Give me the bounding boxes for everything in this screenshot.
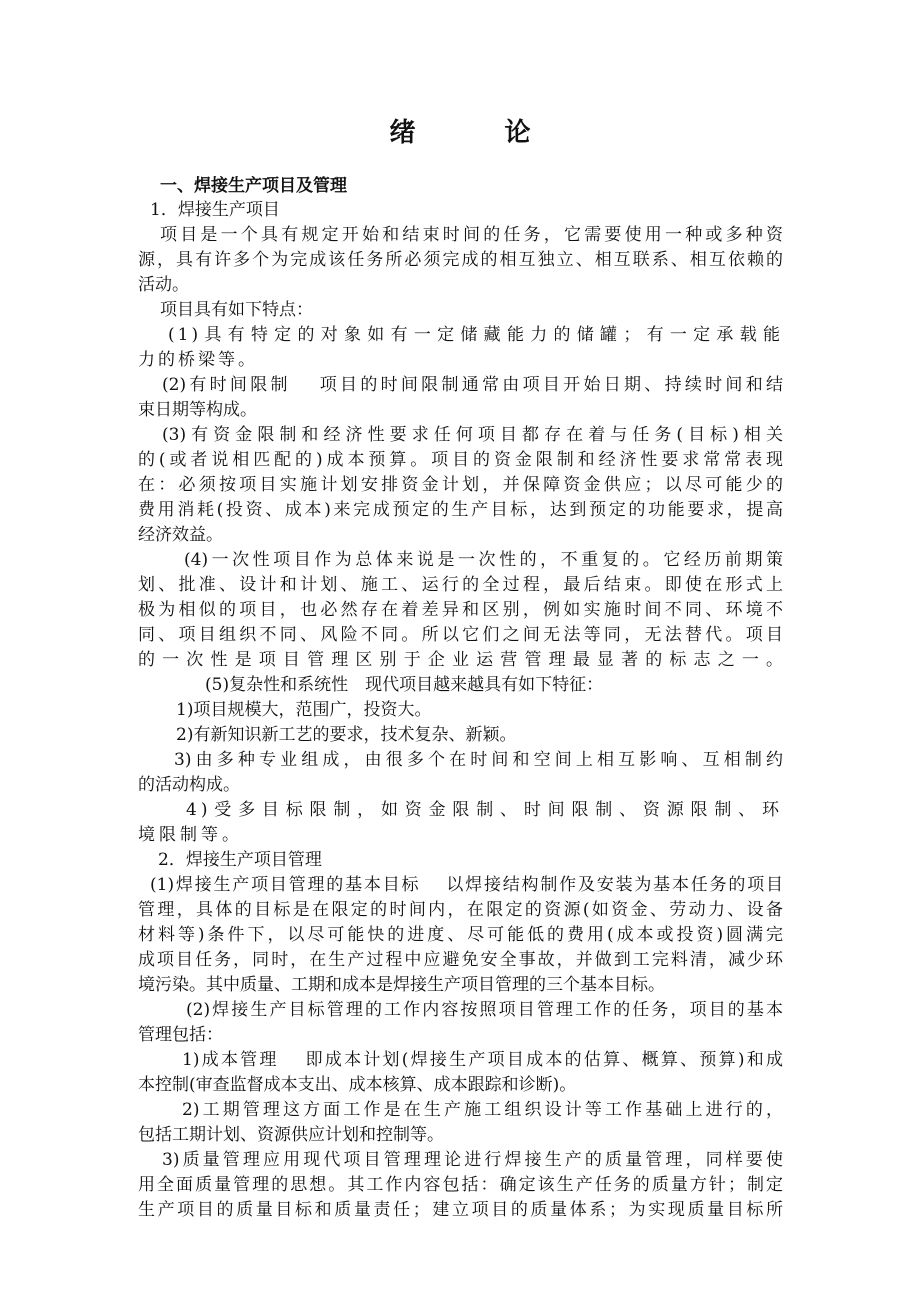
paragraph-line: (1)焊接生产项目管理的基本目标 以焊接结构制作及安装为基本任务的项目: [150, 875, 783, 895]
paragraph-line: 的(或者说相匹配的)成本预算。项目的资金限制和经济性要求常常表现: [138, 450, 783, 470]
paragraph-line: 费用消耗(投资、成本)来完成预定的生产目标，达到预定的功能要求，提高: [138, 500, 783, 520]
paragraph-line: 项目具有如下特点：: [160, 300, 313, 320]
paragraph-line: 同、项目组织不同、风险不同。所以它们之间无法等同，无法替代。项目: [138, 625, 783, 645]
paragraph-line: 管理，具体的目标是在限定的时间内，在限定的资源(如资金、劳动力、设备: [138, 900, 783, 920]
paragraph-line: 活动。: [138, 275, 189, 295]
paragraph-line: 2)工期管理这方面工作是在生产施工组织设计等工作基础上进行的，: [182, 1100, 783, 1120]
paragraph-line: 的活动构成。: [138, 775, 240, 795]
paragraph-line: 3)质量管理应用现代项目管理理论进行焊接生产的质量管理，同样要使: [162, 1150, 783, 1170]
paragraph-line: 1)成本管理 即成本计划(焊接生产项目成本的估算、概算、预算)和成: [182, 1050, 783, 1070]
paragraph-line: 项目是一个具有规定开始和结束时间的任务，它需要使用一种或多种资: [160, 225, 783, 245]
paragraph-line: 源，具有许多个为完成该任务所必须完成的相互独立、相互联系、相互依赖的: [138, 250, 783, 270]
paragraph-line: 力的桥梁等。: [138, 350, 258, 370]
paragraph-line: (4)一次性项目作为总体来说是一次性的，不重复的。它经历前期策: [184, 550, 783, 570]
paragraph-line: 成项目任务，同时，在生产过程中应避免安全事故，并做到工完料清，减少环: [138, 950, 783, 970]
paragraph-line: (2)有时间限制 项目的时间限制通常由项目开始日期、持续时间和结: [162, 375, 783, 395]
paragraph-line: 3)由多种专业组成，由很多个在时间和空间上相互影响、互相制约: [174, 750, 783, 770]
paragraph-line: 在：必须按项目实施计划安排资金计划，并保障资金供应；以尽可能少的: [138, 475, 783, 495]
paragraph-line: 1)项目规模大，范围广，投资大。: [176, 700, 432, 720]
subsection-heading: 2．焊接生产项目管理: [158, 850, 322, 870]
paragraph-line: 用全面质量管理的思想。其工作内容包括：确定该生产任务的质量方针；制定: [138, 1175, 783, 1195]
paragraph-line: 经济效益。: [138, 525, 223, 545]
paragraph-line: 4)受多目标限制，如资金限制、时间限制、资源限制、环: [186, 800, 783, 820]
paragraph-line: (2)焊接生产目标管理的工作内容按照项目管理工作的任务，项目的基本: [186, 1000, 783, 1020]
paragraph-line: 包括工期计划、资源供应计划和控制等。: [138, 1125, 444, 1145]
section-heading: 一、焊接生产项目及管理: [160, 176, 347, 196]
paragraph-line: 极为相似的项目，也必然存在着差异和区别，例如实施时间不同、环境不: [138, 600, 783, 620]
paragraph-line: (1)具有特定的对象如有一定储藏能力的储罐；有一定承载能: [168, 325, 783, 345]
page-title: 绪 论: [389, 118, 571, 148]
paragraph-line: 境限制等。: [138, 825, 243, 845]
paragraph-line: 材料等)条件下，以尽可能快的进度、尽可能低的费用(成本或投资)圆满完: [138, 925, 783, 945]
paragraph-line: 生产项目的质量目标和质量责任；建立项目的质量体系；为实现质量目标所: [138, 1200, 783, 1220]
paragraph-line: 划、批准、设计和计划、施工、运行的全过程，最后结束。即使在形式上: [138, 575, 783, 595]
paragraph-line: 的一次性是项目管理区别于企业运营管理最显著的标志之一。: [138, 650, 783, 670]
paragraph-line: 束日期等构成。: [138, 400, 257, 420]
paragraph-line: (3)有资金限制和经济性要求任何项目都存在着与任务(目标)相关: [162, 425, 783, 445]
paragraph-line: 管理包括：: [138, 1025, 223, 1045]
paragraph-line: 本控制(审查监督成本支出、成本核算、成本跟踪和诊断)。: [138, 1075, 577, 1095]
paragraph-line: 境污染。其中质量、工期和成本是焊接生产项目管理的三个基本目标。: [138, 975, 665, 995]
paragraph-line: 2)有新知识新工艺的要求，技术复杂、新颖。: [176, 725, 517, 745]
paragraph-line: (5)复杂性和系统性 现代项目越来越具有如下特征：: [205, 675, 604, 695]
subsection-heading: 1．焊接生产项目: [150, 200, 280, 220]
